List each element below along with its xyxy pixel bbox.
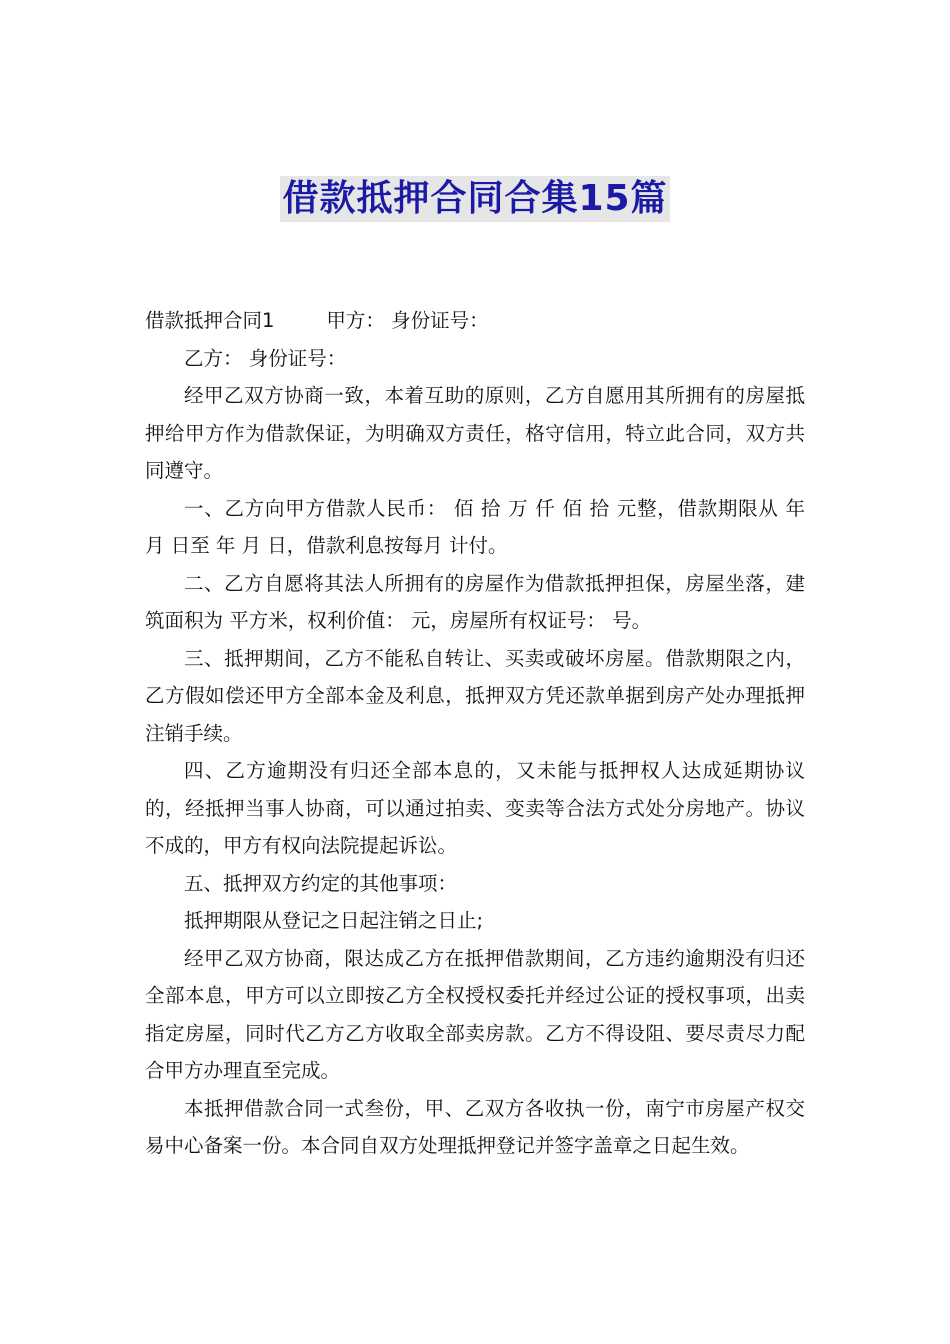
title-container [0,176,950,222]
paragraph-clause-2: 二、乙方自愿将其法人所拥有的房屋作为借款抵押担保，房屋坐落，建筑面积为 平方米，权利价值： 元，房屋所有权证号： 号。 [145,571,805,632]
paragraph-clause-4: 四、乙方逾期没有归还全部本息的，又未能与抵押权人达成延期协议的，经抵押当事人协商，可以通过拍卖、变卖等合法方式处分房地产。协议不成的，甲方有权向法院提起诉讼。 [145,759,805,857]
document-title: 借款抵押合同合集15篇 [280,176,669,222]
party-a-line: 甲方： 身份证号： [326,309,489,332]
contract-heading: 借款抵押合同1 [145,309,275,332]
paragraph-preamble: 经甲乙双方协商一致，本着互助的原则，乙方自愿用其所拥有的房屋抵押给甲方作为借款保证，为明确双方责任，格守信用，特立此合同，双方共同遵守。 [145,384,805,482]
paragraph-term: 抵押期限从登记之日起注销之日止; [184,909,484,932]
paragraph-default: 经甲乙双方协商，限达成乙方在抵押借款期间，乙方违约逾期没有归还全部本息，甲方可以立即按乙方全权授权委托并经过公证的授权事项，出卖指定房屋，同时代乙方乙方收取全部卖房款。乙方不得设阻、要尽责尽力配合甲方办理直至完成。 [145,946,805,1082]
paragraph-clause-5: 五、抵押双方约定的其他事项： [184,871,458,895]
first-line [145,302,805,340]
paragraph-clause-3: 三、抵押期间，乙方不能私自转让、买卖或破坏房屋。借款期限之内，乙方假如偿还甲方全部本金及利息，抵押双方凭还款单据到房产处办理抵押注销手续。 [145,646,805,745]
paragraph-copies: 本抵押借款合同一式叁份，甲、乙双方各收执一份，南宁市房屋产权交易中心备案一份。本合同自双方处理抵押登记并签字盖章之日起生效。 [145,1096,805,1157]
document-body [145,302,805,1165]
paragraph-party-b: 乙方： 身份证号： [184,346,347,370]
paragraph-clause-1: 一、乙方向甲方借款人民币： 佰 拾 万 仟 佰 拾 元整，借款期限从 年 月 日至 年 月 日，借款利息按每月 计付。 [145,496,805,557]
